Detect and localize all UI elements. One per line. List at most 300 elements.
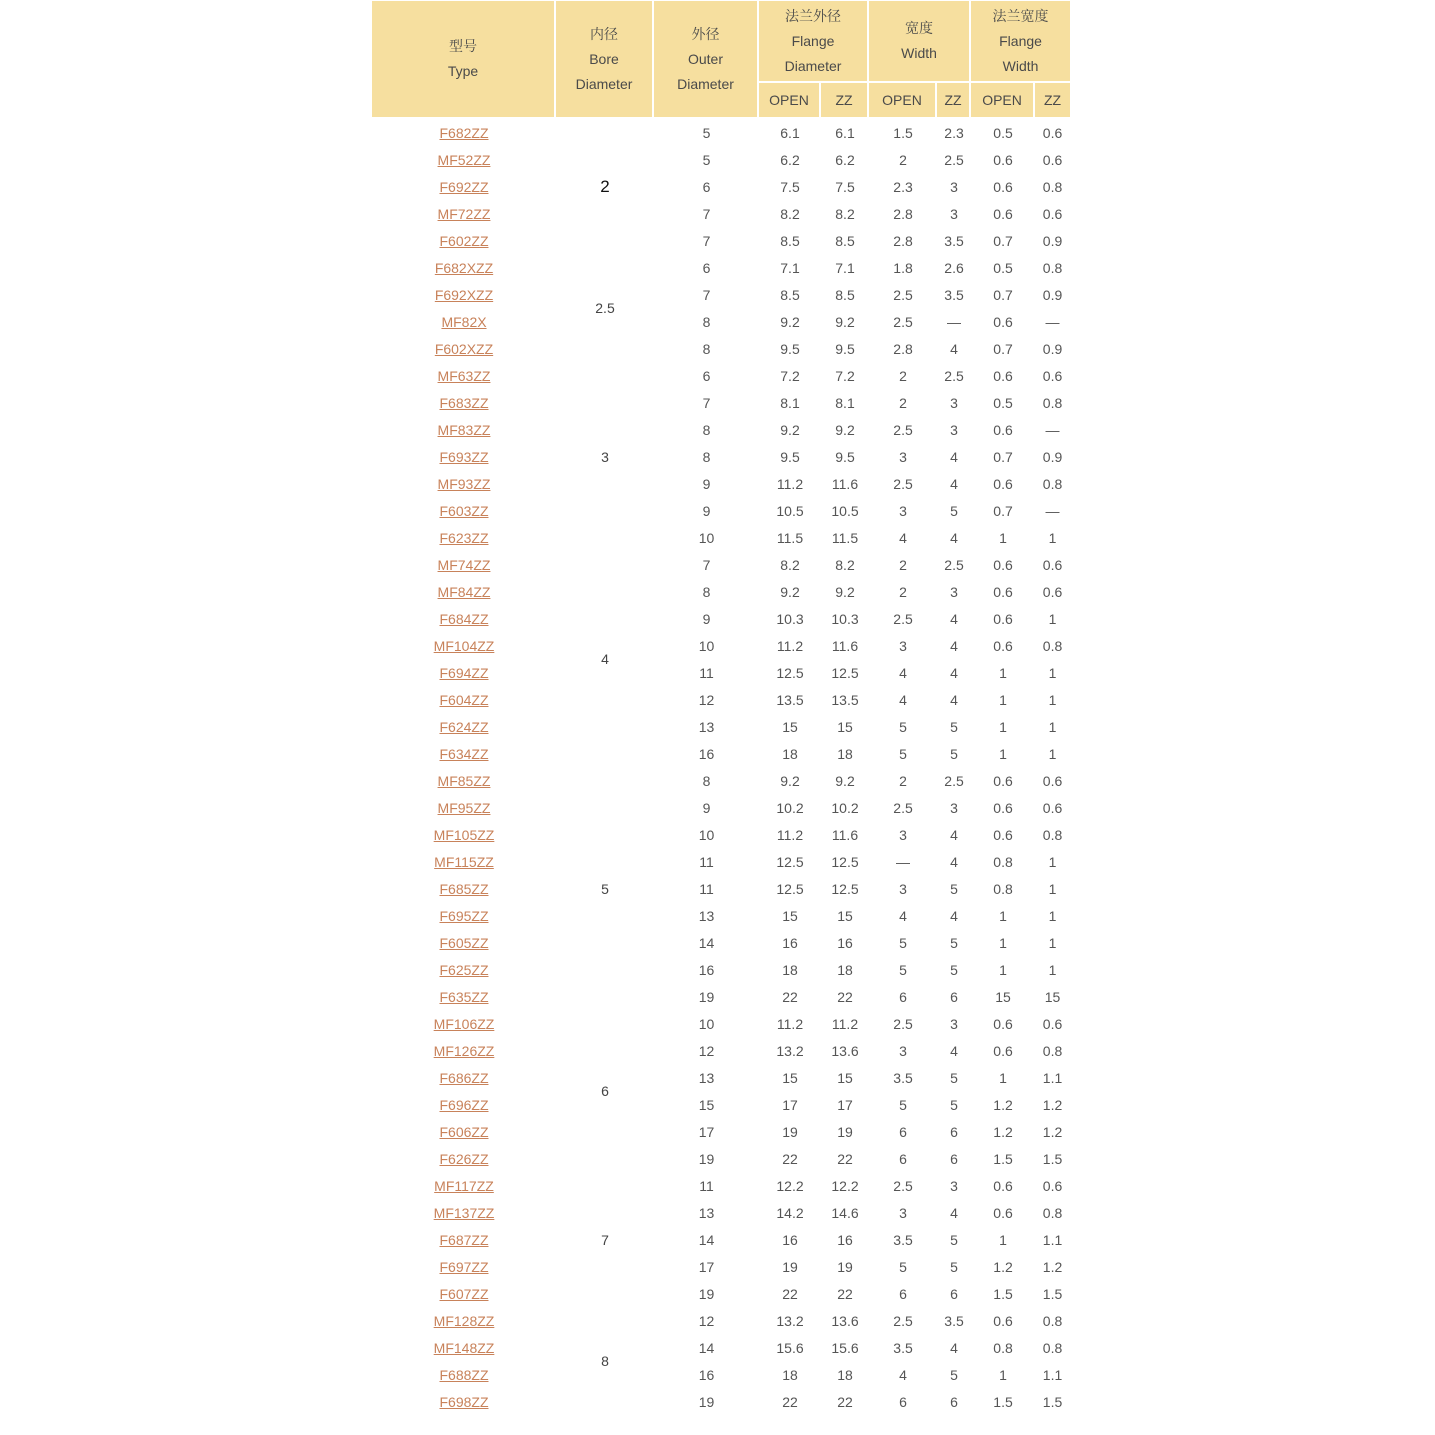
type-cell	[372, 929, 556, 956]
type-cell	[372, 1199, 556, 1226]
outer-diameter-cell: 5	[702, 151, 711, 168]
width-open-cell: 3.5	[893, 1339, 913, 1356]
table-row	[372, 686, 1070, 713]
flange-width-open-cell: 0.6	[993, 556, 1013, 573]
width-zz-cell: 2.5	[944, 367, 964, 384]
flange-diameter-open-cell: 15	[782, 1069, 798, 1086]
type-link[interactable]: F607ZZ	[439, 1285, 489, 1302]
outer-diameter-cell: 17	[698, 1123, 715, 1140]
flange-width-open-cell: 1.2	[993, 1096, 1013, 1113]
outer-diameter-cell: 12	[698, 1042, 715, 1059]
type-link[interactable]: F625ZZ	[439, 961, 489, 978]
flange-diameter-open-cell: 10.5	[776, 502, 804, 519]
flange-diameter-zz-cell: 7.2	[835, 367, 855, 384]
flange-diameter-open-cell: 11.2	[776, 475, 804, 492]
flange-width-open-cell: 0.8	[993, 1339, 1013, 1356]
flange-diameter-zz-cell: 9.5	[835, 448, 855, 465]
width-open-cell: 2.3	[893, 178, 913, 195]
flange-diameter-zz-cell: 11.6	[831, 826, 859, 843]
flange-width-zz-cell: 0.8	[1042, 394, 1063, 411]
flange-width-zz-cell: 0.8	[1042, 178, 1063, 195]
outer-diameter-cell: 19	[698, 1393, 715, 1410]
flange-width-zz-cell: 0.6	[1042, 799, 1063, 816]
flange-width-zz-cell: 1.5	[1042, 1150, 1063, 1167]
type-link[interactable]: MF63ZZ	[437, 367, 491, 384]
bore-diameter-cell: 5	[601, 880, 609, 897]
flange-width-open-cell: 0.6	[993, 1312, 1013, 1329]
flange-width-zz-cell: 1	[1048, 934, 1057, 951]
table-row	[372, 497, 1070, 524]
width-zz-cell: 4	[950, 1204, 958, 1221]
flange-diameter-open-cell: 12.5	[776, 880, 804, 897]
flange-diameter-zz-cell: 18	[837, 745, 853, 762]
outer-diameter-cell: 6	[702, 259, 711, 276]
flange-width-open-cell: 0.6	[993, 475, 1013, 492]
type-link[interactable]: F603ZZ	[439, 502, 489, 519]
flange-diameter-zz-cell: 8.1	[835, 394, 855, 411]
width-zz-cell: 4	[950, 907, 958, 924]
width-open-cell: 5	[899, 961, 907, 978]
flange-width-open-cell: 0.6	[993, 1042, 1013, 1059]
type-link[interactable]: F682XZZ	[434, 259, 494, 276]
width-zz-cell: 3.5	[944, 1312, 964, 1329]
flange-diameter-zz-cell: 13.5	[831, 691, 859, 708]
outer-diameter-cell: 7	[702, 394, 711, 411]
type-link[interactable]: F602ZZ	[439, 232, 489, 249]
type-link[interactable]: F623ZZ	[439, 529, 489, 546]
flange-width-open-cell: 0.6	[993, 1204, 1013, 1221]
width-zz-cell: 3	[950, 799, 958, 816]
width-open-cell: 4	[899, 1366, 907, 1383]
flange-diameter-zz-cell: 19	[837, 1123, 853, 1140]
type-link[interactable]: F602XZZ	[434, 340, 494, 357]
table-row	[372, 578, 1070, 605]
width-zz-cell: 3	[950, 1177, 958, 1194]
header-width: 宽度 Width	[869, 1, 971, 83]
type-cell	[372, 821, 556, 848]
header-flange-width: 法兰宽度 Flange Width	[971, 1, 1070, 83]
outer-diameter-cell: 8	[702, 583, 711, 600]
width-open-cell: 2.5	[893, 286, 913, 303]
table-row	[372, 308, 1070, 335]
outer-diameter-cell: 7	[702, 286, 711, 303]
flange-width-zz-cell: 0.6	[1042, 205, 1063, 222]
flange-diameter-open-cell: 8.2	[780, 556, 800, 573]
type-cell	[372, 983, 556, 1010]
flange-width-zz-cell: 1	[1048, 718, 1057, 735]
table-body	[372, 119, 1070, 1415]
flange-width-open-cell: 1.5	[993, 1285, 1013, 1302]
type-link[interactable]: F634ZZ	[439, 745, 489, 762]
width-open-cell: —	[896, 853, 911, 870]
flange-width-zz-cell: 1	[1048, 961, 1057, 978]
flange-diameter-zz-cell: 9.5	[835, 340, 855, 357]
flange-width-zz-cell: 0.8	[1042, 1204, 1063, 1221]
width-zz-cell: 4	[950, 691, 958, 708]
width-open-cell: 4	[899, 664, 907, 681]
flange-width-open-cell: 0.6	[993, 826, 1013, 843]
outer-diameter-cell: 9	[702, 799, 711, 816]
outer-diameter-cell: 10	[698, 1015, 715, 1032]
type-link[interactable]: MF105ZZ	[433, 826, 495, 843]
table-row	[372, 1280, 1070, 1307]
flange-width-open-cell: 1	[999, 1231, 1007, 1248]
outer-diameter-cell: 10	[698, 826, 715, 843]
flange-width-zz-cell: 0.9	[1042, 340, 1063, 357]
flange-diameter-open-cell: 16	[782, 1231, 798, 1248]
flange-width-open-cell: 0.7	[993, 286, 1013, 303]
flange-width-open-cell: 0.7	[993, 232, 1013, 249]
flange-width-open-cell: 0.6	[993, 178, 1013, 195]
width-open-cell: 3	[899, 448, 907, 465]
flange-diameter-zz-cell: 13.6	[831, 1042, 859, 1059]
flange-width-open-cell: 0.5	[993, 124, 1013, 141]
flange-diameter-zz-cell: 10.2	[831, 799, 859, 816]
type-link[interactable]: F605ZZ	[439, 934, 489, 951]
flange-diameter-zz-cell: 8.5	[835, 232, 855, 249]
type-link[interactable]: F685ZZ	[439, 880, 489, 897]
table-row	[372, 1118, 1070, 1145]
width-open-cell: 4	[899, 691, 907, 708]
width-zz-cell: 4	[950, 529, 958, 546]
type-link[interactable]: MF117ZZ	[434, 1177, 494, 1194]
flange-diameter-zz-cell: 15	[837, 1069, 853, 1086]
width-zz-cell: 5	[950, 502, 958, 519]
type-link[interactable]: MF95ZZ	[437, 799, 491, 816]
flange-width-open-cell: 0.7	[993, 448, 1013, 465]
flange-diameter-zz-cell: 16	[837, 1231, 853, 1248]
flange-width-open-cell: 1	[999, 745, 1007, 762]
flange-diameter-open-cell: 12.2	[776, 1177, 804, 1194]
type-link[interactable]: MF82X	[441, 313, 487, 330]
type-link[interactable]: F624ZZ	[439, 718, 489, 735]
flange-width-zz-cell: —	[1045, 421, 1060, 438]
flange-diameter-open-cell: 22	[782, 988, 798, 1005]
type-cell	[372, 470, 556, 497]
flange-width-open-cell: 15	[995, 988, 1011, 1005]
type-cell	[372, 146, 556, 173]
type-cell	[372, 1361, 556, 1388]
flange-diameter-open-cell: 13.2	[776, 1312, 804, 1329]
header-type: 型号 Type	[372, 1, 556, 119]
type-link[interactable]: F626ZZ	[439, 1150, 489, 1167]
type-link[interactable]: MF72ZZ	[437, 205, 491, 222]
flange-width-zz-cell: 1.5	[1042, 1285, 1063, 1302]
flange-diameter-open-cell: 11.2	[776, 1015, 804, 1032]
outer-diameter-cell: 5	[702, 124, 711, 141]
width-zz-cell: 5	[950, 934, 958, 951]
type-link[interactable]: F692XZZ	[434, 286, 494, 303]
type-link[interactable]: MF115ZZ	[434, 853, 494, 870]
width-zz-cell: 5	[950, 718, 958, 735]
width-zz-cell: —	[947, 313, 962, 330]
width-zz-cell: 4	[950, 340, 958, 357]
type-cell	[372, 1280, 556, 1307]
type-cell	[372, 1145, 556, 1172]
table-row	[372, 1010, 1070, 1037]
outer-diameter-cell: 11	[699, 880, 714, 897]
flange-width-zz-cell: 0.6	[1042, 772, 1063, 789]
outer-diameter-cell: 17	[698, 1258, 715, 1275]
table-row	[372, 1145, 1070, 1172]
type-cell	[372, 1064, 556, 1091]
flange-diameter-open-cell: 11.2	[776, 826, 804, 843]
flange-diameter-open-cell: 13.5	[776, 691, 804, 708]
width-open-cell: 3	[899, 1204, 907, 1221]
type-link[interactable]: F695ZZ	[439, 907, 489, 924]
flange-diameter-open-cell: 9.5	[780, 340, 800, 357]
flange-width-zz-cell: 1	[1048, 610, 1057, 627]
width-zz-cell: 2.5	[944, 151, 964, 168]
flange-width-open-cell: 1	[999, 1069, 1007, 1086]
type-link[interactable]: MF128ZZ	[433, 1312, 495, 1329]
type-link[interactable]: F696ZZ	[439, 1096, 489, 1113]
flange-width-open-cell: 0.7	[993, 340, 1013, 357]
table-row	[372, 821, 1070, 848]
width-open-cell: 2	[899, 394, 907, 411]
width-zz-cell: 4	[950, 1042, 958, 1059]
width-open-cell: 2	[899, 151, 907, 168]
table-row	[372, 200, 1070, 227]
width-open-cell: 2.5	[893, 799, 913, 816]
type-cell	[372, 713, 556, 740]
outer-diameter-cell: 14	[698, 1231, 715, 1248]
table-row	[372, 1334, 1070, 1361]
flange-diameter-open-cell: 8.5	[780, 286, 800, 303]
type-link[interactable]: F606ZZ	[439, 1123, 489, 1140]
width-zz-cell: 5	[950, 1366, 958, 1383]
type-link[interactable]: MF74ZZ	[437, 556, 491, 573]
flange-width-open-cell: 1.2	[993, 1123, 1013, 1140]
flange-width-open-cell: 0.5	[993, 259, 1013, 276]
type-cell	[372, 1334, 556, 1361]
type-cell	[372, 308, 556, 335]
type-link[interactable]: F604ZZ	[439, 691, 489, 708]
type-link[interactable]: MF106ZZ	[433, 1015, 495, 1032]
type-cell	[372, 848, 556, 875]
type-cell	[372, 254, 556, 281]
width-zz-cell: 3	[950, 583, 958, 600]
table-row	[372, 524, 1070, 551]
flange-diameter-zz-cell: 10.3	[831, 610, 859, 627]
outer-diameter-cell: 9	[702, 610, 711, 627]
flange-diameter-open-cell: 12.5	[776, 664, 804, 681]
flange-diameter-zz-cell: 22	[837, 1150, 853, 1167]
flange-width-zz-cell: 0.8	[1042, 1042, 1063, 1059]
type-link[interactable]: MF84ZZ	[437, 583, 491, 600]
outer-diameter-cell: 13	[698, 1069, 715, 1086]
flange-diameter-open-cell: 12.5	[776, 853, 804, 870]
table-row	[372, 551, 1070, 578]
type-link[interactable]: F687ZZ	[439, 1231, 489, 1248]
type-link[interactable]: MF137ZZ	[433, 1204, 495, 1221]
flange-diameter-open-cell: 8.1	[780, 394, 800, 411]
outer-diameter-cell: 12	[698, 691, 715, 708]
width-open-cell: 3.5	[893, 1069, 913, 1086]
type-cell	[372, 605, 556, 632]
flange-width-zz-cell: —	[1045, 313, 1060, 330]
flange-width-open-cell: 1.5	[993, 1150, 1013, 1167]
flange-diameter-zz-cell: 9.2	[835, 421, 855, 438]
type-cell	[372, 767, 556, 794]
flange-width-zz-cell: 0.6	[1042, 556, 1063, 573]
flange-width-open-cell: 0.5	[993, 394, 1013, 411]
flange-width-zz-cell: 1	[1048, 745, 1057, 762]
width-open-cell: 4	[899, 529, 907, 546]
type-cell	[372, 686, 556, 713]
flange-width-zz-cell: 1.2	[1042, 1123, 1063, 1140]
width-zz-cell: 4	[950, 448, 958, 465]
flange-width-open-cell: 0.7	[993, 502, 1013, 519]
flange-diameter-open-cell: 13.2	[776, 1042, 804, 1059]
flange-diameter-open-cell: 9.2	[780, 583, 800, 600]
type-link[interactable]: MF52ZZ	[437, 151, 491, 168]
width-open-cell: 3	[899, 502, 907, 519]
width-zz-cell: 5	[950, 1096, 958, 1113]
width-open-cell: 2	[899, 772, 907, 789]
type-cell	[372, 1091, 556, 1118]
type-cell	[372, 335, 556, 362]
width-open-cell: 3	[899, 637, 907, 654]
flange-diameter-open-cell: 18	[782, 1366, 798, 1383]
width-open-cell: 5	[899, 718, 907, 735]
flange-diameter-zz-cell: 8.5	[835, 286, 855, 303]
type-link[interactable]: F682ZZ	[439, 124, 489, 141]
flange-width-open-cell: 1	[999, 664, 1007, 681]
flange-width-zz-cell: 0.8	[1042, 826, 1063, 843]
width-open-cell: 2.8	[893, 340, 913, 357]
type-link[interactable]: MF85ZZ	[437, 772, 491, 789]
type-link[interactable]: F635ZZ	[439, 988, 489, 1005]
flange-diameter-zz-cell: 16	[837, 934, 853, 951]
width-open-cell: 6	[899, 1393, 907, 1410]
flange-diameter-open-cell: 17	[782, 1096, 798, 1113]
table-row	[372, 902, 1070, 929]
bore-diameter-cell: 2	[600, 176, 610, 196]
flange-width-open-cell: 0.6	[993, 205, 1013, 222]
width-zz-cell: 6	[950, 1123, 958, 1140]
type-link[interactable]: F686ZZ	[439, 1069, 489, 1086]
header-outer-diameter: 外径 Outer Diameter	[654, 1, 759, 119]
type-cell	[372, 1253, 556, 1280]
type-link[interactable]: F694ZZ	[439, 664, 489, 681]
type-link[interactable]: MF148ZZ	[433, 1339, 495, 1356]
type-cell	[372, 173, 556, 200]
flange-diameter-zz-cell: 8.2	[835, 205, 855, 222]
table-row	[372, 146, 1070, 173]
subheader-width-zz: ZZ	[937, 83, 971, 119]
type-link[interactable]: F684ZZ	[439, 610, 489, 627]
flange-diameter-zz-cell: 11.2	[831, 1015, 859, 1032]
flange-diameter-zz-cell: 7.1	[835, 259, 855, 276]
flange-width-zz-cell: 1.1	[1042, 1069, 1063, 1086]
width-open-cell: 5	[899, 1096, 907, 1113]
type-cell	[372, 497, 556, 524]
outer-diameter-cell: 7	[702, 556, 711, 573]
type-link[interactable]: MF104ZZ	[433, 637, 495, 654]
type-cell	[372, 875, 556, 902]
type-link[interactable]: F697ZZ	[439, 1258, 489, 1275]
flange-width-zz-cell: —	[1045, 502, 1060, 519]
subheader-flange-width-open: OPEN	[971, 83, 1035, 119]
flange-diameter-open-cell: 11.2	[776, 637, 804, 654]
flange-width-zz-cell: 0.9	[1042, 448, 1063, 465]
flange-diameter-zz-cell: 22	[837, 1393, 853, 1410]
flange-width-zz-cell: 0.8	[1042, 1339, 1063, 1356]
outer-diameter-cell: 13	[698, 907, 715, 924]
table-row	[372, 767, 1070, 794]
flange-diameter-zz-cell: 15	[837, 907, 853, 924]
flange-width-zz-cell: 1	[1048, 907, 1057, 924]
bore-diameter-cell: 6	[601, 1083, 609, 1099]
type-cell	[372, 362, 556, 389]
subheader-flange-diameter-zz: ZZ	[821, 83, 869, 119]
table-row	[372, 1388, 1070, 1415]
flange-width-zz-cell: 0.6	[1042, 1177, 1063, 1194]
type-link[interactable]: F698ZZ	[439, 1393, 489, 1410]
flange-diameter-open-cell: 19	[782, 1258, 798, 1275]
table-row	[372, 848, 1070, 875]
flange-diameter-open-cell: 9.2	[780, 313, 800, 330]
outer-diameter-cell: 8	[702, 448, 711, 465]
type-link[interactable]: MF126ZZ	[433, 1042, 495, 1059]
flange-width-open-cell: 0.6	[993, 367, 1013, 384]
type-cell	[372, 227, 556, 254]
flange-width-open-cell: 1.2	[993, 1258, 1013, 1275]
flange-diameter-zz-cell: 9.2	[835, 583, 855, 600]
flange-width-open-cell: 0.6	[993, 421, 1013, 438]
outer-diameter-cell: 10	[698, 529, 715, 546]
type-cell	[372, 1010, 556, 1037]
outer-diameter-cell: 13	[698, 718, 715, 735]
type-link[interactable]: F683ZZ	[439, 394, 489, 411]
flange-width-zz-cell: 1.5	[1042, 1393, 1063, 1410]
type-link[interactable]: F693ZZ	[439, 448, 489, 465]
flange-width-open-cell: 1	[999, 907, 1007, 924]
outer-diameter-cell: 8	[702, 421, 711, 438]
type-cell	[372, 1037, 556, 1064]
flange-diameter-open-cell: 9.2	[780, 421, 800, 438]
flange-diameter-zz-cell: 12.2	[831, 1177, 859, 1194]
type-link[interactable]: F688ZZ	[439, 1366, 489, 1383]
flange-diameter-open-cell: 18	[782, 745, 798, 762]
flange-width-zz-cell: 0.8	[1042, 637, 1063, 654]
outer-diameter-cell: 7	[702, 232, 711, 249]
subheader-width-open: OPEN	[869, 83, 937, 119]
table-row	[372, 956, 1070, 983]
flange-width-open-cell: 1	[999, 529, 1007, 546]
bore-diameter-cell: 7	[601, 1231, 609, 1248]
flange-width-zz-cell: 0.9	[1042, 232, 1063, 249]
flange-diameter-zz-cell: 12.5	[831, 664, 859, 681]
flange-diameter-zz-cell: 18	[837, 1366, 853, 1383]
type-link[interactable]: MF83ZZ	[437, 421, 491, 438]
table-row	[372, 1199, 1070, 1226]
flange-width-zz-cell: 1	[1048, 529, 1057, 546]
flange-diameter-open-cell: 6.2	[780, 151, 800, 168]
table-row	[372, 389, 1070, 416]
outer-diameter-cell: 12	[698, 1312, 715, 1329]
type-link[interactable]: MF93ZZ	[437, 475, 491, 492]
flange-width-zz-cell: 1	[1048, 853, 1057, 870]
flange-diameter-open-cell: 10.2	[776, 799, 804, 816]
type-link[interactable]: F692ZZ	[439, 178, 489, 195]
flange-width-open-cell: 1	[999, 961, 1007, 978]
table-row	[372, 713, 1070, 740]
flange-diameter-open-cell: 15	[782, 718, 798, 735]
flange-diameter-zz-cell: 14.6	[831, 1204, 859, 1221]
width-open-cell: 1.5	[893, 124, 913, 141]
